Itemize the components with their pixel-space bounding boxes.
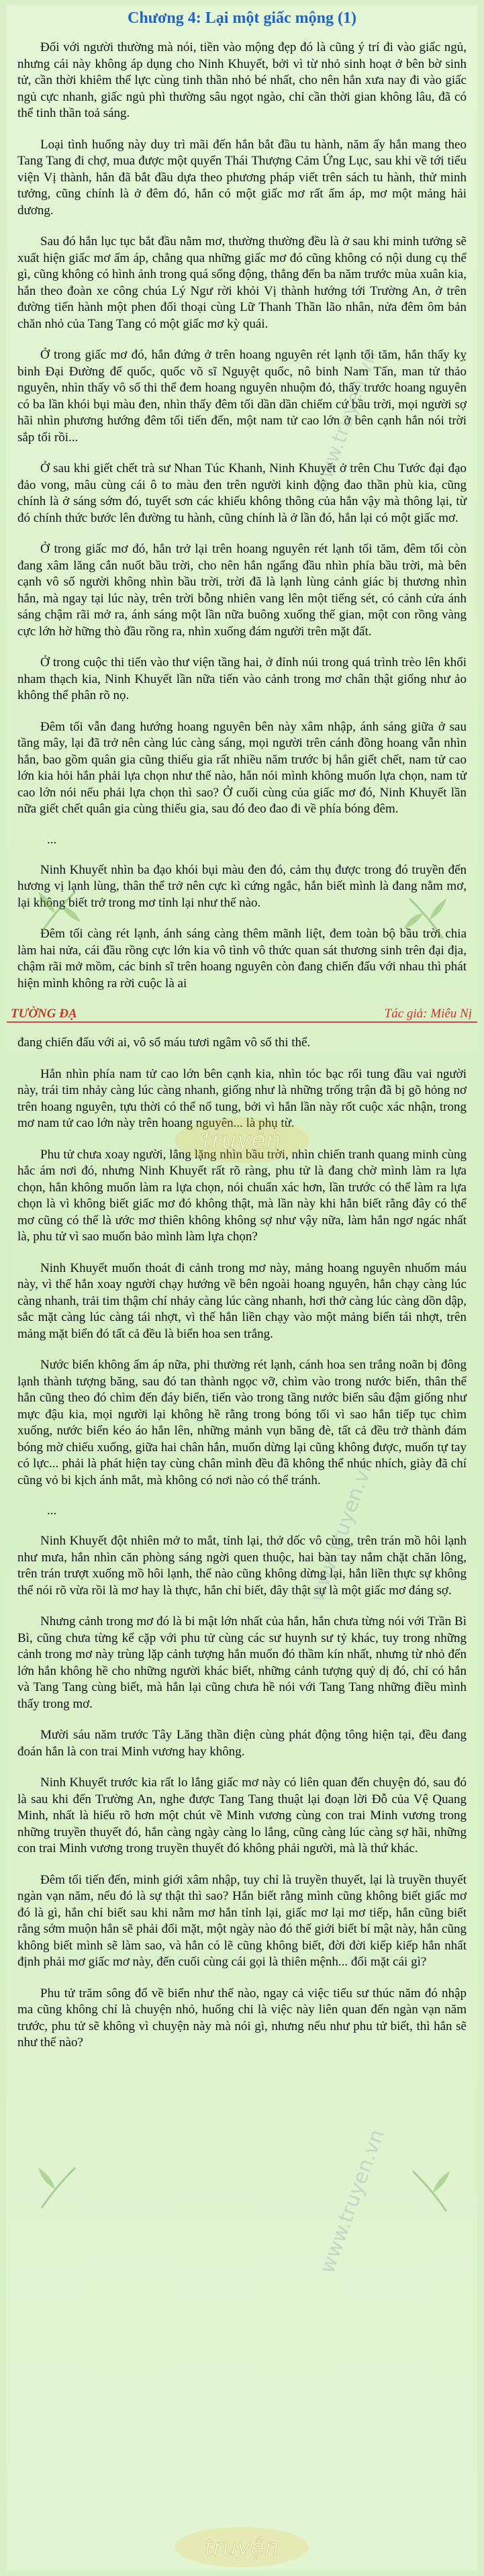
author-label: Tác giả: Miêu Nị [384,1007,472,1021]
paragraph: Phu tử chưa xoay người, lẳng lặng nhìn bầu trời, nhìn chiến tranh quang minh cùng hắc ám nơi đó, nhưng Ninh Khuyết rất rõ ràng, phu tử là đang chờ mình làm ra lựa chọn, hắn không muốn làm ra lựa chọn, nói chuẩn xác hơn, lần trước có thể làm ra lựa chọn là vì không biết giấc mơ đó không thật, mà lần này khi hắn biết rằng đây có thể mơ cũng có thể là ước mơ thiên không không sợ như vậy nữa, làm hắn ngơ ngác nhất là, phu tử vì sao muốn bảo mình làm lựa chọn? [17,1147,467,1244]
paragraph: Ở sau khi giết chết trà sư Nhan Túc Khanh, Ninh Khuyết ở trên Chu Tước đại đạo đảo vong, mâu cùng cái ô to màu đen trên người kinh động đao thần phù kia, cũng chính là ở sáng sớm đó, tuyết sơn các khiếu không thông của hắn vậy mà thông lại, từ đó chính thức bước lên đường tu hành, cũng chính là ở lần đó, hắn lại có một giấc mơ. [17,461,467,525]
page-separator [7,1007,477,1025]
book-title-label: TƯỜNG ĐẠ [11,1007,77,1021]
paragraph: Mười sáu năm trước Tây Lăng thần điện cùng phát động tông hiện tại, đều đang đoán hắn là con trai Minh vương hay không. [17,1728,467,1759]
paragraph: Nước biển không ấm áp nữa, phi thường rét lạnh, cánh hoa sen trắng noãn bị đông lạnh thành tượng băng, sau đó tan thành ngọc vỡ, chìm vào trong nước biển, thân thể hắn cũng theo đó chìm đến đáy biển, tiến vào trong tầng nước biển sâu đậm giống như mực đậu kia, mọi người lại không hề rằng trong bóng tối vì sao hắn tiếp tục chìm xuống, nước biển kéo áo hắn lên, những mảnh vụn băng đè, tất cả đều trở thành đám bóng mờ chiếu xuống, giữa hai chân hắn, muốn dừng lại cũng không được, muốn tự tay có lực... phải là phát hiện tay cùng chân mình đều đã không thể nhúc nhích, giày đã chí cũng vỏ bi kịch ánh mắt, mà không có nơi nào có thể tránh. [17,1358,467,1487]
ellipsis: ... [47,1504,57,1518]
paragraph: Ninh Khuyết trước kia rất lo lắng giấc mơ này có liên quan đến chuyện đó, sau đó là sau khi đến Trường An, nghe được Tang Tang thuật lại đoạn lời Đỗ của Vệ Quang Minh, nhất là hiểu rõ hơn một chút về Minh vương cùng con trai Minh vương trong những truyền thuyết đó, hắn càng ngày càng lo lắng, cũng càng lúc càng sợ hãi, những con trai Minh vương trong truyền thuyết đó không phải người, mà là thứ khác. [17,1776,467,1855]
watermark-site-text: www.truyen.vn [316,2126,389,2276]
chapter-body-part2 [7,1035,477,2052]
paragraph: Đêm tối tiến đến, minh giới xâm nhập, tuy chỉ là truyền thuyết, lại là truyền thuyết ngàn vạn năm, nếu đó là sự thật thì sao? Hắn biết rằng mình cũng không biết giấc mơ đó là gì, hắn chỉ biết sau khi nằm mơ hắn tỉnh lại, giấc mơ lại mơ tiếp, hắn cũng biết rằng sớm muộn hắn sẽ phải đối mặt, một ngày nào đó thế giới biết bí mật này, hắn cũng không biết mình sẽ làm sao, và hắn có lẽ cũng không biết, đời đời kiếp kiếp hắn nhất định phải mơ giấc mơ này, đến cuối cùng cái gọi là thiên mệnh... đối mặt cái gì? [17,1872,467,1969]
separator-rule [7,1021,477,1023]
svg-text:truyện: truyện [204,2534,279,2561]
watermark-site-text: www.truyen.vn [305,1455,379,1605]
paragraph: Ninh Khuyết nhìn ba đạo khói bụi màu đen đó, cảm thụ được trong đó truyền đến hương vị lạnh lùng, thân thể trở nên cực kì cứng ngắc, hắn biết mình là đang nằm mơ, lại không biết trở trong mơ tỉnh lại như thế nào. [17,862,467,910]
ellipsis: ... [47,832,57,847]
bamboo-leaf-icon [35,2161,82,2215]
paragraph: Phu tử trăm sông đổ về biển như thế nào, ngay cả việc tiểu sư thúc năm đó nhập ma cũng không chỉ là chuyện nhỏ, huống chi là việc này liên quan đến ngàn vạn năm trước, phu tử sẽ không vì chuyện này mà nói gì, nhưng nếu như phu tử biết, thì hắn sẽ như thế nào? [17,1986,467,2050]
paragraph: Đêm tối vẫn đang hướng hoang nguyên bên này xâm nhập, ánh sáng giữa ở sau tầng mây, lại đã trở nên càng lúc càng sáng, mọi người trên cánh đồng hoang vẫn nhìn hắn, bao gồm quân gia cũng thiếu gia rất nhiều năm trước bị hắn giết chết, nam tử cao lớn kia hỏi hắn phải lựa chọn như thế nào, hắn nói mình không muốn lựa chọn, nam tử cao lớn nói nếu phải lựa chọn thì sao? Ở cuối cùng của giấc mơ đó, Ninh Khuyết lần nữa giết chết quân gia cùng thiếu gia, sau đó đeo đao đi về phía bóng đêm. [17,719,467,816]
paragraph: Nhưng cảnh trong mơ đó là bi mật lớn nhất của hắn, hắn chưa từng nói với Trần Bì Bì, cũng chưa từng kể cặp với phu tử cùng các sư huynh sư tỷ khác, tuy trong những cảnh trong mơ này trùng lặp cảnh tượng hắn muốn đó thầm kín nhất, nhưng từ nhỏ đến lớn hắn không hề cho những người khác biết, những cảnh tượng quỷ dị đó, chỉ có hắn và Tang Tang cùng biết, mà hắn lại cũng chưa hề nói với Tang Tang những điều mình thấy trong mơ. [17,1614,467,1711]
reader-page [7,5,477,2571]
paragraph: Ở trong giấc mơ đó, hắn đứng ở trên hoang nguyên rét lạnh tối tăm, hắn thấy kỵ binh Đại Đường đế quốc, quốc võ sĩ Nguyệt quốc, nô binh Nam Tấn, man tử thảo nguyên, nhìn thấy vô số thi thể đem hoang nguyên nhuộm đỏ, thấy trước hoang nguyên có ba lần khói bụi màu đen, nhìn thấy đêm tối dần dần chiếm cứ bầu trời, mọi người sợ hãi nhìn phương hướng đêm tối tiến đến, một nam tử cao lớn ở bên cạnh hắn nói trời sắp tối rồi... [17,348,467,445]
bamboo-leaf-icon [406,2164,453,2218]
paragraph: Hắn nhìn phía nam tử cao lớn bên cạnh kia, nhìn tóc bạc rối tung đầu vai người này, trái tim nhảy càng lúc càng nhanh, giống như là những trống trận đã bị gõ hỏng nơ trên hoang nguyên, tựu thời có thể nổ tung, bởi vì hắn lần này rốt cuộc xác nhận, trong mơ nam tử cao lớn này trên hoang nguyên... là phụ từ. [17,1066,467,1130]
paragraph: Ninh Khuyết muốn thoát đi cảnh trong mơ này, mảng hoang nguyên nhuốm máu này, vì thế hắn xoay người chạy hướng về bên ngoài hoang nguyên, hắn chạy càng lúc càng nhanh, trải tim thậm chí nhảy càng lúc càng nhanh, hơi thở càng lúc càng dồn dập, sắc mặt càng lúc càng tái nhợt, vì thế hắn liền chạy vào một mảng biển tái nhợt, trên mảng mặt biển đó tất cả đều là biển hoa sen trắng. [17,1260,467,1341]
paragraph: Sau đó hắn lục tục bắt đầu nằm mơ, thường thường đều là ở sau khi minh tưởng sẽ xuất hiện giấc mơ ấm áp, chẳng qua những giấc mơ đó cũng không có nội dung cụ thể gì, cũng không có hình ảnh trong quá sống động, thẳng đến ba năm trước mùa xuân kia, hắn theo đoàn xe công chúa Lý Ngư rời khỏi Vị thành hướng tới Trường An, ở trên đường tiến hành một phen đối thoại cùng Lữ Thanh Thần lão nhân, nửa đêm ôm bản chăn nhỏ của Tang Tang có một giấc mơ kỳ quái. [17,234,467,331]
site-logo-watermark [171,2524,312,2571]
paragraph: Loại tình huống này duy trì mãi đến hắn bắt đầu tu hành, năm ấy hắn mang theo Tang Tang đi chợ, mua được một quyển Thái Thượng Cảm Ứng Lục, sau khi về tới tiểu viện Vị thành, hắn đã bắt đầu dựa theo phương pháp viết trên sách tu hành, thử minh tưởng, cũng chính là ở đêm đó, hắn có một giấc mơ rất ấm áp, mơ một mảng hải dương. [17,137,467,218]
paragraph: Đối với người thường mà nói, tiền vào mộng đẹp đó là cũng ý trí đi vào giấc ngủ, nhưng cái này không áp dụng cho Ninh Khuyết, bởi vì từ nhỏ sinh hoạt ở bên bờ sinh tử, cần thời khiêm thể lực cùng tinh thần nhỏ bé nhất, cho nên hắn xưa nay đi vào giấc ngủ cực nhanh, giấc ngủ phì thường sâu ngọt ngào, chỉ cần thời gian không lâu, đã có thể tinh thần toả sáng. [17,40,467,120]
paragraph: Ở trong giấc mơ đó, hắn trở lại trên hoang nguyên rét lạnh tối tăm, đêm tối còn đang xâm lăng cắn nuốt bầu trời, cho nên hắn ngẩng đầu nhìn phía bầu trời, mà bên cạnh vô số người không nhìn bầu trời, trời đã là lạnh lùng cảnh giác bị thương nhìn hắn, mà ngay tại lúc này, trên trời bỗng nhiên vang lên một tiếng sét, có cảnh cửa ánh sáng chậm rãi mở ra, ánh sáng một lần nữa buông xuống thế gian, một con rồng vàng cực lớn hờ hững thò đầu rồng ra, nhìn xuống đám người trên mặt đất. [17,542,467,639]
watermark-site-text: www.truyen.vn [309,347,383,497]
chapter-title: Chương 4: Lại một giấc mộng (1) [127,9,356,27]
paragraph-continuation: đang chiến đấu với ai, vô số máu tươi ngâm vô số thi thể. [17,1036,311,1050]
chapter-body-part1 [7,40,477,992]
paragraph: Đêm tối càng rét lạnh, ánh sáng càng thêm mãnh liệt, đem toàn bộ bầu trời chia làm hai nửa, cái đầu rồng cực lớn kia vô tình vô thức quan sát thương sinh trên đại địa, chậm rãi mở mồm, các binh sĩ trên hoang nguyên còn đang chiến đấu với nhau thì phát hiện mình không ra rời cuộc là ai [17,927,467,991]
paragraph: Ở trong cuộc thi tiến vào thư viện tầng hai, ở đỉnh núi trong quá trình trèo lên khổi nham thạch kia, Ninh Khuyết lần nữa tiến vào cảnh trong mơ chân thật giống như ảo không thể phân rõ nọ. [17,655,467,702]
paragraph: Ninh Khuyết đột nhiên mở to mắt, tỉnh lại, thở dốc vô cùng, trên trán mồ hôi lạnh như mưa, hắn nhìn căn phòng sáng ngời quen thuộc, hai bàn tay nắm chặt chăn lông, trên trán trượt xuống mồ hôi lạnh, thế nào cũng không dừng lại, hắn liền thực sự không thể nói rõ vừa rồi là mơ hay là thực, hắn chỉ biết, đây thật sự là một giấc mơ đáng sợ. [17,1534,467,1598]
svg-text:truyện: truyện [201,1127,282,1154]
